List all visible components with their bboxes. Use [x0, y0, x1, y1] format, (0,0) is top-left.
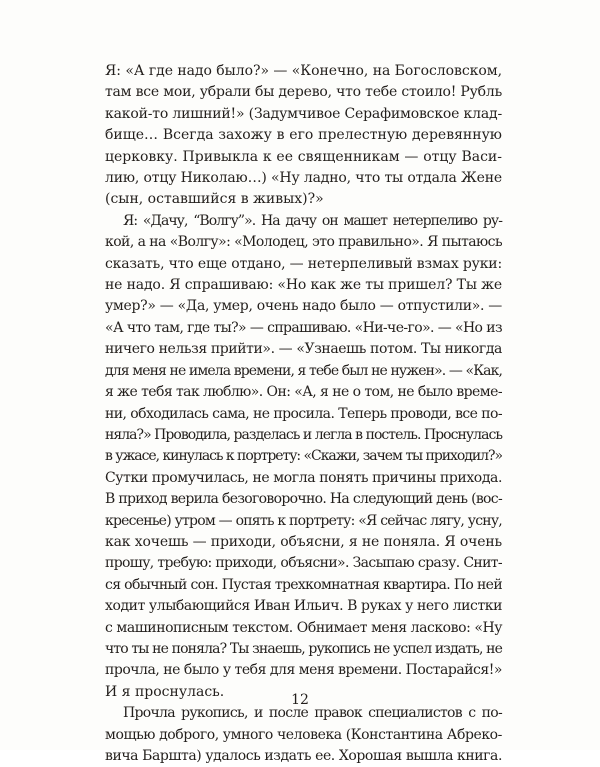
text-line: «А что там, где ты?» — спрашиваю. «Ни-че-го». — «Но из [105, 319, 502, 336]
text-line: в ужасе, кинулась к портрету: «Скажи, зачем ты приходил?» [105, 448, 503, 465]
text-line: няла?» Проводила, разделась и легла в постель. Проснулась [105, 426, 503, 443]
paragraph [105, 61, 502, 211]
text-line: для меня не имела времени, я тебе был не нужен». — «Как, [105, 362, 502, 379]
text-line: ходит улыбающийся Иван Ильич. В руках у него листки [105, 598, 503, 615]
text-line: умер?» — «Да, умер, очень надо было — отпустили». — [105, 298, 503, 315]
text-line: кой, а на «Волгу»: «Молодец, это правильно». Я пытаюсь [105, 234, 503, 251]
text-line: прошу, требую: приходи, объясни». Засыпаю сразу. Снит- [105, 555, 502, 572]
text-line: церковку. Привыкла к ее священникам — отцу Васи- [105, 148, 502, 165]
paragraph [105, 703, 502, 767]
text-line: что ты не поняла? Ты знаешь, рукопись не успел издать, не [105, 640, 502, 657]
text-line: Прочла рукопись, и после правок специалистов с по- [123, 705, 502, 722]
text-line: Я: «Дачу, “Волгу”». На дачу он машет нетерпеливо ру- [123, 212, 502, 229]
text-line: я же тебя так люблю». Он: «А, я не о том, не было време- [105, 384, 502, 401]
text-line: Сутки промучилась, не могла понять причины прихода. [105, 469, 503, 486]
text-line: прочла, не было у тебя для меня времени. Постарайся!» [105, 662, 502, 679]
text-line: там все мои, убрали бы дерево, что тебе стоило! Рубль [105, 84, 502, 101]
paragraph [105, 211, 502, 703]
text-line: какой-то лишний!» (Задумчивое Серафимовское клад- [105, 105, 503, 122]
body-text [105, 61, 502, 767]
text-line: вича Баршта) удалось издать ее. Хорошая вышла книга. [105, 748, 502, 764]
text-line: В приход верила безоговорочно. На следующий день (вос- [105, 491, 502, 508]
text-line: ничего нельзя прийти». — «Узнаешь потом. Ты никогда [105, 341, 502, 358]
text-line: лию, отцу Николаю…) «Ну ладно, что ты отдала Жене [105, 170, 503, 187]
text-line: как хочешь — приходи, объясни, я не поняла. Я очень [105, 533, 502, 550]
page-number: 12 [291, 692, 309, 708]
text-line: Я: «А где надо было?» — «Конечно, на Богословском, [105, 63, 502, 79]
text-line: кресенье) утром — опять к портрету: «Я сейчас лягу, усну, [105, 512, 502, 529]
text-line: И я проснулась. [105, 683, 225, 700]
text-line: ся обычный сон. Пустая трехкомнатная квартира. По ней [105, 576, 502, 593]
text-line: ни, обходилась сама, не просила. Теперь проводи, все по- [105, 405, 503, 422]
text-line: сказать, что еще отдано, — нетерпеливый взмах руки: [105, 255, 502, 272]
text-line: не надо. Я спрашиваю: «Но как же ты пришел? Ты же [105, 277, 502, 294]
text-line: бище… Всегда захожу в его прелестную деревянную [105, 127, 502, 144]
text-line: (сын, оставшийся в живых)?» [105, 191, 324, 208]
text-line: мощью доброго, умного человека (Константина Абреко- [105, 726, 502, 743]
text-line: с машинописным текстом. Обнимает меня ласково: «Ну [105, 619, 503, 636]
